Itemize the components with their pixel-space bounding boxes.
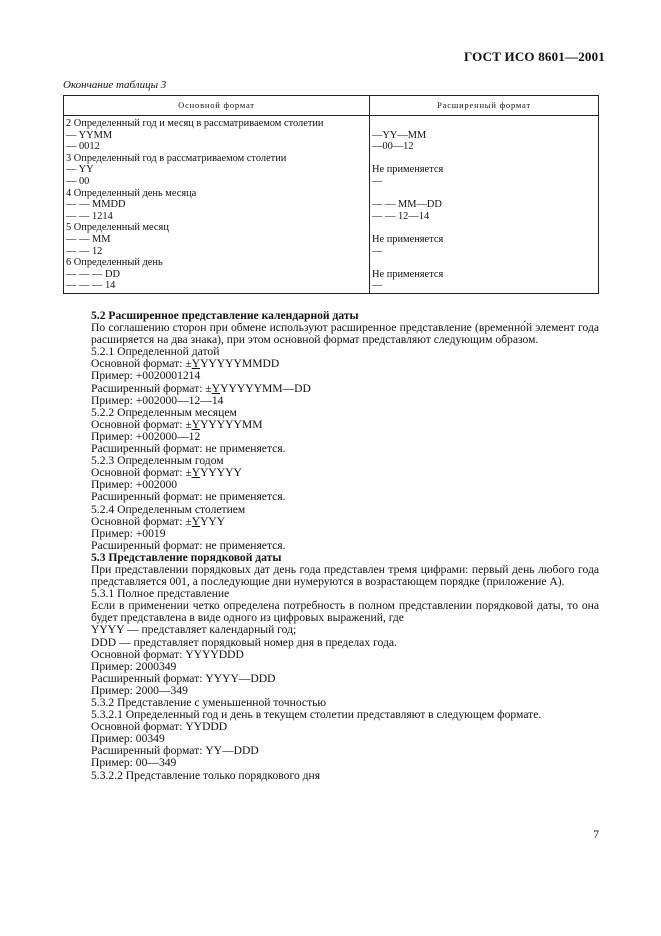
format-label: Основной формат: ± (91, 357, 192, 371)
format-line: Расширенный формат: не применяется. (91, 538, 286, 552)
table-row (64, 222, 599, 234)
table-row (64, 269, 599, 281)
cell-basic-format: — — MM (64, 234, 370, 246)
cell-extended-format (370, 116, 599, 130)
underlined-digit: Y (191, 466, 201, 480)
table-row (64, 176, 599, 188)
section-5-3-2-heading: 5.3.2 Представление с уменьшенной точностью (91, 696, 327, 709)
format-line: Основной формат: YYYYDDD (91, 647, 244, 661)
cell-extended-format (370, 153, 599, 165)
underlined-digit: Y (191, 417, 201, 431)
table-3 (63, 95, 599, 294)
cell-basic-format: 6 Определенный день (64, 257, 370, 269)
cell-basic-format: — YY (64, 164, 370, 176)
cell-extended-format: — (370, 280, 599, 293)
cell-basic-format: — — 1214 (64, 211, 370, 223)
cell-basic-format: 3 Определенный год в рассматриваемом столетии (64, 153, 370, 165)
example-line: Пример: +002000—12 (91, 429, 201, 443)
format-label: Основной формат: ± (91, 417, 192, 431)
cell-basic-format: — — — DD (64, 269, 370, 281)
underlined-digit: Y (211, 381, 221, 395)
example-line: Пример: 2000—349 (91, 683, 188, 697)
section-5-2-2-heading: 5.2.2 Определенным месяцем (91, 405, 237, 419)
table-row (64, 141, 599, 153)
document-body (63, 310, 599, 782)
underlined-digit: Y (191, 514, 201, 528)
column-header-basic: Основной формат (64, 96, 370, 116)
format-line: Расширенный формат: не применяется. (91, 490, 286, 504)
definition-line: DDD — представляет порядковый номер дня в пределах года. (91, 635, 397, 649)
cell-extended-format: — — 12—14 (370, 211, 599, 223)
section-5-3-2-2-heading: 5.3.2.2 Представление только порядкового дня (91, 768, 321, 782)
format-line: Расширенный формат: YYYY—DDD (91, 671, 276, 685)
table-row (64, 116, 599, 130)
section-5-3-2-1-text: 5.3.2.1 Определенный год и день в текущем столетии представляют в следующем формате. (91, 708, 542, 722)
table-row (64, 246, 599, 258)
cell-basic-format: — 0012 (64, 141, 370, 153)
cell-basic-format: — — — 14 (64, 280, 370, 293)
section-5-2-heading: 5.2 Расширенное представление календарной даты (91, 309, 359, 322)
table-row (64, 188, 599, 200)
cell-extended-format: —YY—MM (370, 130, 599, 142)
cell-extended-format (370, 188, 599, 200)
example-line: Пример: +0019 (91, 526, 166, 540)
underlined-digit: Y (191, 357, 201, 371)
example-line: Пример: +002000 (91, 478, 178, 492)
example-line: Пример: 00349 (91, 732, 165, 746)
cell-basic-format: 2 Определенный год и месяц в рассматриваемом столетии (64, 116, 370, 130)
table-row (64, 130, 599, 142)
table-caption: Окончание таблицы 3 (63, 79, 167, 91)
format-line: Расширенный формат: YY—DDD (91, 744, 259, 758)
cell-basic-format: 5 Определенный месяц (64, 222, 370, 234)
example-line: Пример: +0020001214 (91, 369, 201, 383)
table-row (64, 211, 599, 223)
cell-extended-format (370, 222, 599, 234)
section-5-3-intro: При представлении порядковых дат день года представлен тремя цифрами: первый день любого года представляется 001, а последующие дни нумеруются в возрастающем порядке (приложение А). (91, 562, 599, 589)
table-row (64, 280, 599, 293)
format-line: Расширенный формат: не применяется. (91, 442, 286, 456)
format-value: YYYYYMMDD (200, 357, 280, 371)
cell-extended-format: —00—12 (370, 141, 599, 153)
cell-extended-format: — — MM—DD (370, 199, 599, 211)
format-value: YYYYY (200, 466, 242, 480)
format-label: Основной формат: ± (91, 466, 192, 480)
format-label: Расширенный формат: ± (91, 381, 212, 395)
section-5-3-1-heading: 5.3.1 Полное представление (91, 587, 230, 601)
cell-basic-format: — YYMM (64, 130, 370, 142)
table-row (64, 234, 599, 246)
section-5-3-heading: 5.3 Представление порядковой даты (91, 550, 282, 564)
table-row (64, 164, 599, 176)
table-row (64, 199, 599, 211)
example-line: Пример: 00—349 (91, 756, 177, 770)
format-line: Основной формат: YYDDD (91, 720, 228, 734)
cell-basic-format: — — 12 (64, 246, 370, 258)
section-5-2-1-heading: 5.2.1 Определенной датой (91, 345, 220, 359)
format-line (63, 516, 599, 528)
column-header-extended: Расширенный формат (370, 96, 599, 116)
definition-line: YYYY — представляет календарный год; (91, 623, 297, 637)
example-line: Пример: +002000—12—14 (91, 393, 224, 407)
cell-extended-format: Не применяется (370, 234, 599, 246)
section-5-3-1-text: Если в применении четко определена потребность в полном представлении порядковой даты, то она будет представлена в виде одного из цифровых выражений, где (91, 599, 599, 625)
format-label: Основной формат: ± (91, 514, 192, 528)
table-row (64, 153, 599, 165)
cell-basic-format: 4 Определенный день месяца (64, 188, 370, 200)
example-line: Пример: 2000349 (91, 659, 177, 673)
section-5-2-4-heading: 5.2.4 Определенным столетием (91, 502, 246, 516)
cell-basic-format: — 00 (64, 176, 370, 188)
format-value: YYYYYMM (200, 417, 263, 431)
cell-extended-format: Не применяется (370, 164, 599, 176)
cell-extended-format (370, 257, 599, 269)
page-number: 7 (593, 828, 599, 841)
section-5-2-intro: По соглашению сторон при обмене используют расширенное представление (временно́й элемент года расширяется на два знака), при этом основной формат представляют следующим образом. (91, 321, 599, 347)
cell-extended-format: — (370, 246, 599, 258)
table-header-row (64, 96, 599, 116)
cell-basic-format: — — MMDD (64, 199, 370, 211)
format-line (63, 383, 599, 395)
section-5-2-3-heading: 5.2.3 Определенным годом (91, 454, 224, 468)
document-header: ГОСТ ИСО 8601—2001 (464, 49, 605, 64)
format-value: YYY (200, 514, 226, 528)
cell-extended-format: — (370, 176, 599, 188)
format-value: YYYYYMM—DD (220, 381, 311, 395)
cell-extended-format: Не применяется (370, 269, 599, 281)
table-row (64, 257, 599, 269)
